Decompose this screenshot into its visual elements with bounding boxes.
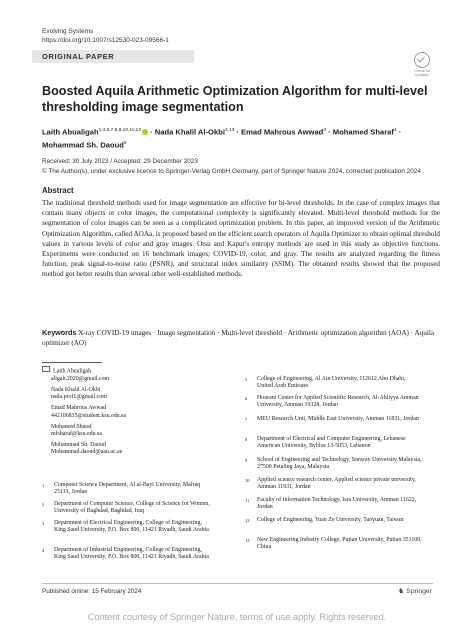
springer-horse-icon: ♞ xyxy=(398,588,405,595)
doi-link[interactable]: https://doi.org/10.1007/s12530-023-09566-1 xyxy=(42,36,169,44)
author-affil-marks: 4 xyxy=(393,128,397,133)
author-name[interactable]: Emad Mahrous Awwad xyxy=(241,127,324,137)
affiliation-number: 8 xyxy=(245,437,248,442)
author-separator: · xyxy=(148,127,155,137)
affiliation-text: Computer Science Department, Al al-Bayt University, Mafraq 25113, Jordan xyxy=(54,482,201,496)
author-affil-marks: 3 xyxy=(323,128,326,133)
contact-name: Emad Mahrous Awwad xyxy=(51,405,107,412)
affiliation-text: New Engineering Industry College, Putian University, Putian 351100, China xyxy=(257,537,422,551)
affiliation-number: 13 xyxy=(245,538,250,543)
published-online: Published online: 15 February 2024 xyxy=(42,588,142,595)
affiliation-number: 5 xyxy=(245,377,248,382)
contact-block xyxy=(42,366,202,457)
publication-dates xyxy=(42,157,442,176)
author-affil-marks: 2,13 xyxy=(224,128,235,133)
contact-name: Laith Abualigah xyxy=(53,368,92,375)
mail-icon xyxy=(42,366,50,372)
contact-email[interactable]: 442106835@student.ksu.edu.sa xyxy=(51,412,126,419)
affiliation-number: 7 xyxy=(245,417,248,422)
footnote-divider xyxy=(42,362,102,363)
keywords-text: X-ray COVID-19 images · Image segmentation · Multi-level threshold · Arithmetic optimization algorithm (AOA) · Aquila optimizer (AO) xyxy=(42,329,435,348)
journal-header xyxy=(42,28,169,45)
check-for-updates-badge[interactable] xyxy=(409,52,435,78)
contact-name: Mohamed Sharaf xyxy=(51,423,92,430)
publisher-name: Springer xyxy=(406,588,432,595)
check-updates-line2: updates xyxy=(415,73,429,78)
abstract-text: The traditional threshold methods used for image segmentation are effective for bi-level thresholds. In the case of complex images that contain many objects or color images, the computational complexity is significantly elevated. Multi-level threshold methods for the segmentation of color images can be seen as a complicated optimization problem. In this paper, an improved version of the Arithmetic Optimization Algorithm, called AOAa, is proposed based on the efficient search operators of Aquila Optimizer to obtain optimal threshold values in various levels of color and gray images. Otsu and Kapur's entropy methods are used in this study as objective functions. Experiments were conducted on 16 benchmark images; COVID-19, color, and gray. The results are analyzed regarding the fitness function, peak signal-to-noise ratio (PSNR), and structural index similarity (SSIM). The obtained results showed that the proposed method got better results than several other well-established methods. xyxy=(42,199,440,279)
affiliation-number: 3 xyxy=(42,521,45,526)
check-updates-line1: Check for xyxy=(413,69,431,73)
affiliation-number: 1 xyxy=(42,483,45,488)
affiliation-number: 4 xyxy=(42,548,45,553)
affiliation-number: 6 xyxy=(245,396,248,401)
affiliation-text: College of Engineering, Yuan Ze University, Taoyuan, Taiwan xyxy=(257,517,404,523)
affiliation-text: Department of Electrical Engineering, College of Engineering, King Saud University, P.O. Box 800, 11421 Riyadh, Saudi Arabia xyxy=(54,520,209,534)
received-accepted: Received: 30 July 2023 / Accepted: 29 December 2023 xyxy=(42,158,198,165)
author-list xyxy=(42,125,437,150)
affiliation-number: 9 xyxy=(245,458,248,463)
keywords xyxy=(42,328,440,348)
copyright-notice: © The Author(s), under exclusive licence to Springer-Verlag GmbH Germany, part of Springer Nature 2024, corrected publication 2024 xyxy=(42,167,421,175)
journal-name: Evolving Systems xyxy=(42,28,94,35)
affiliation-text: School of Engineering and Technology, Sunway University Malaysia, 27500 Petaling Jaya, Malaysia xyxy=(257,457,422,471)
affiliation-text: Department of Computer Science, College of Science for Women, University of Baghdad, Baghdad, Iraq xyxy=(54,501,210,515)
affiliation-number: 2 xyxy=(42,502,45,507)
courtesy-notice: Content courtesy of Springer Nature, terms of use apply. Rights reserved. xyxy=(87,612,387,622)
abstract-heading: Abstract xyxy=(42,186,74,195)
affiliation-text: Applied science research center, Applied science private university, Amman 11931, Jordan xyxy=(257,477,416,491)
paper-title: Boosted Aquila Arithmetic Optimization Algorithm for multi-level thresholding image segmentation xyxy=(42,84,428,114)
author-separator: · xyxy=(326,127,333,137)
contact-email[interactable]: Mohammad.daoud@aau.ac.ae xyxy=(51,449,123,456)
affiliation-number: 10 xyxy=(245,478,250,483)
contact-email[interactable]: mfsharaf@ksu.edu.sa xyxy=(51,430,102,437)
footer-divider xyxy=(42,583,433,584)
contact-name: Mohammad Sh. Daoud xyxy=(51,442,106,449)
author-separator: · xyxy=(396,127,402,137)
author-separator: · xyxy=(234,127,242,137)
contact-email[interactable]: aligah.2020@gmail.com xyxy=(51,375,110,382)
section-label: ORIGINAL PAPER xyxy=(42,52,115,61)
affiliation-number: 11 xyxy=(245,498,250,503)
affiliation-text: Faculty of Information Technology, Isra University, Amman 11622, Jordan xyxy=(257,497,417,511)
keywords-label: Keywords xyxy=(42,328,77,337)
affiliation-text: Department of Industrial Engineering, College of Engineering, King Saud University, P.O. Box 800, 11421 Riyadh, Saudi Arabia xyxy=(54,547,209,561)
author-affil-marks: 1,4,6,7,8,9,10,11,12 xyxy=(98,128,141,133)
check-updates-icon xyxy=(414,52,430,68)
affiliation-text: Department of Electrical and Computer Engineering, Lebanese American University, Byblos 13-5053, Lebanon xyxy=(257,436,406,450)
contact-email[interactable]: nada.prof1@gmail.com xyxy=(51,394,107,401)
affiliation-number: 12 xyxy=(245,518,250,523)
affiliation-text: Hourani Center for Applied Scientific Research, Al-Ahliyya Amman University, Amman 19328, Jordan xyxy=(257,395,419,409)
contact-name: Nada Khalil Al-Okbi xyxy=(51,386,101,393)
author-name[interactable]: Mohammad Sh. Daoud xyxy=(42,140,124,150)
author-affil-marks: 5 xyxy=(123,140,127,146)
author-name[interactable]: Laith Abualigah xyxy=(42,127,99,137)
affiliation-text: MEU Research Unit, Middle East University, Amman 11831, Jordan xyxy=(257,416,419,422)
publisher-logo xyxy=(398,587,432,595)
author-name[interactable]: Nada Khalil Al-Okbi xyxy=(154,127,225,137)
affiliation-text: College of Engineering, Al Ain University, 112612 Abu Dhabi, United Arab Emirates xyxy=(257,376,406,390)
author-name[interactable]: Mohamed Sharaf xyxy=(332,127,394,137)
